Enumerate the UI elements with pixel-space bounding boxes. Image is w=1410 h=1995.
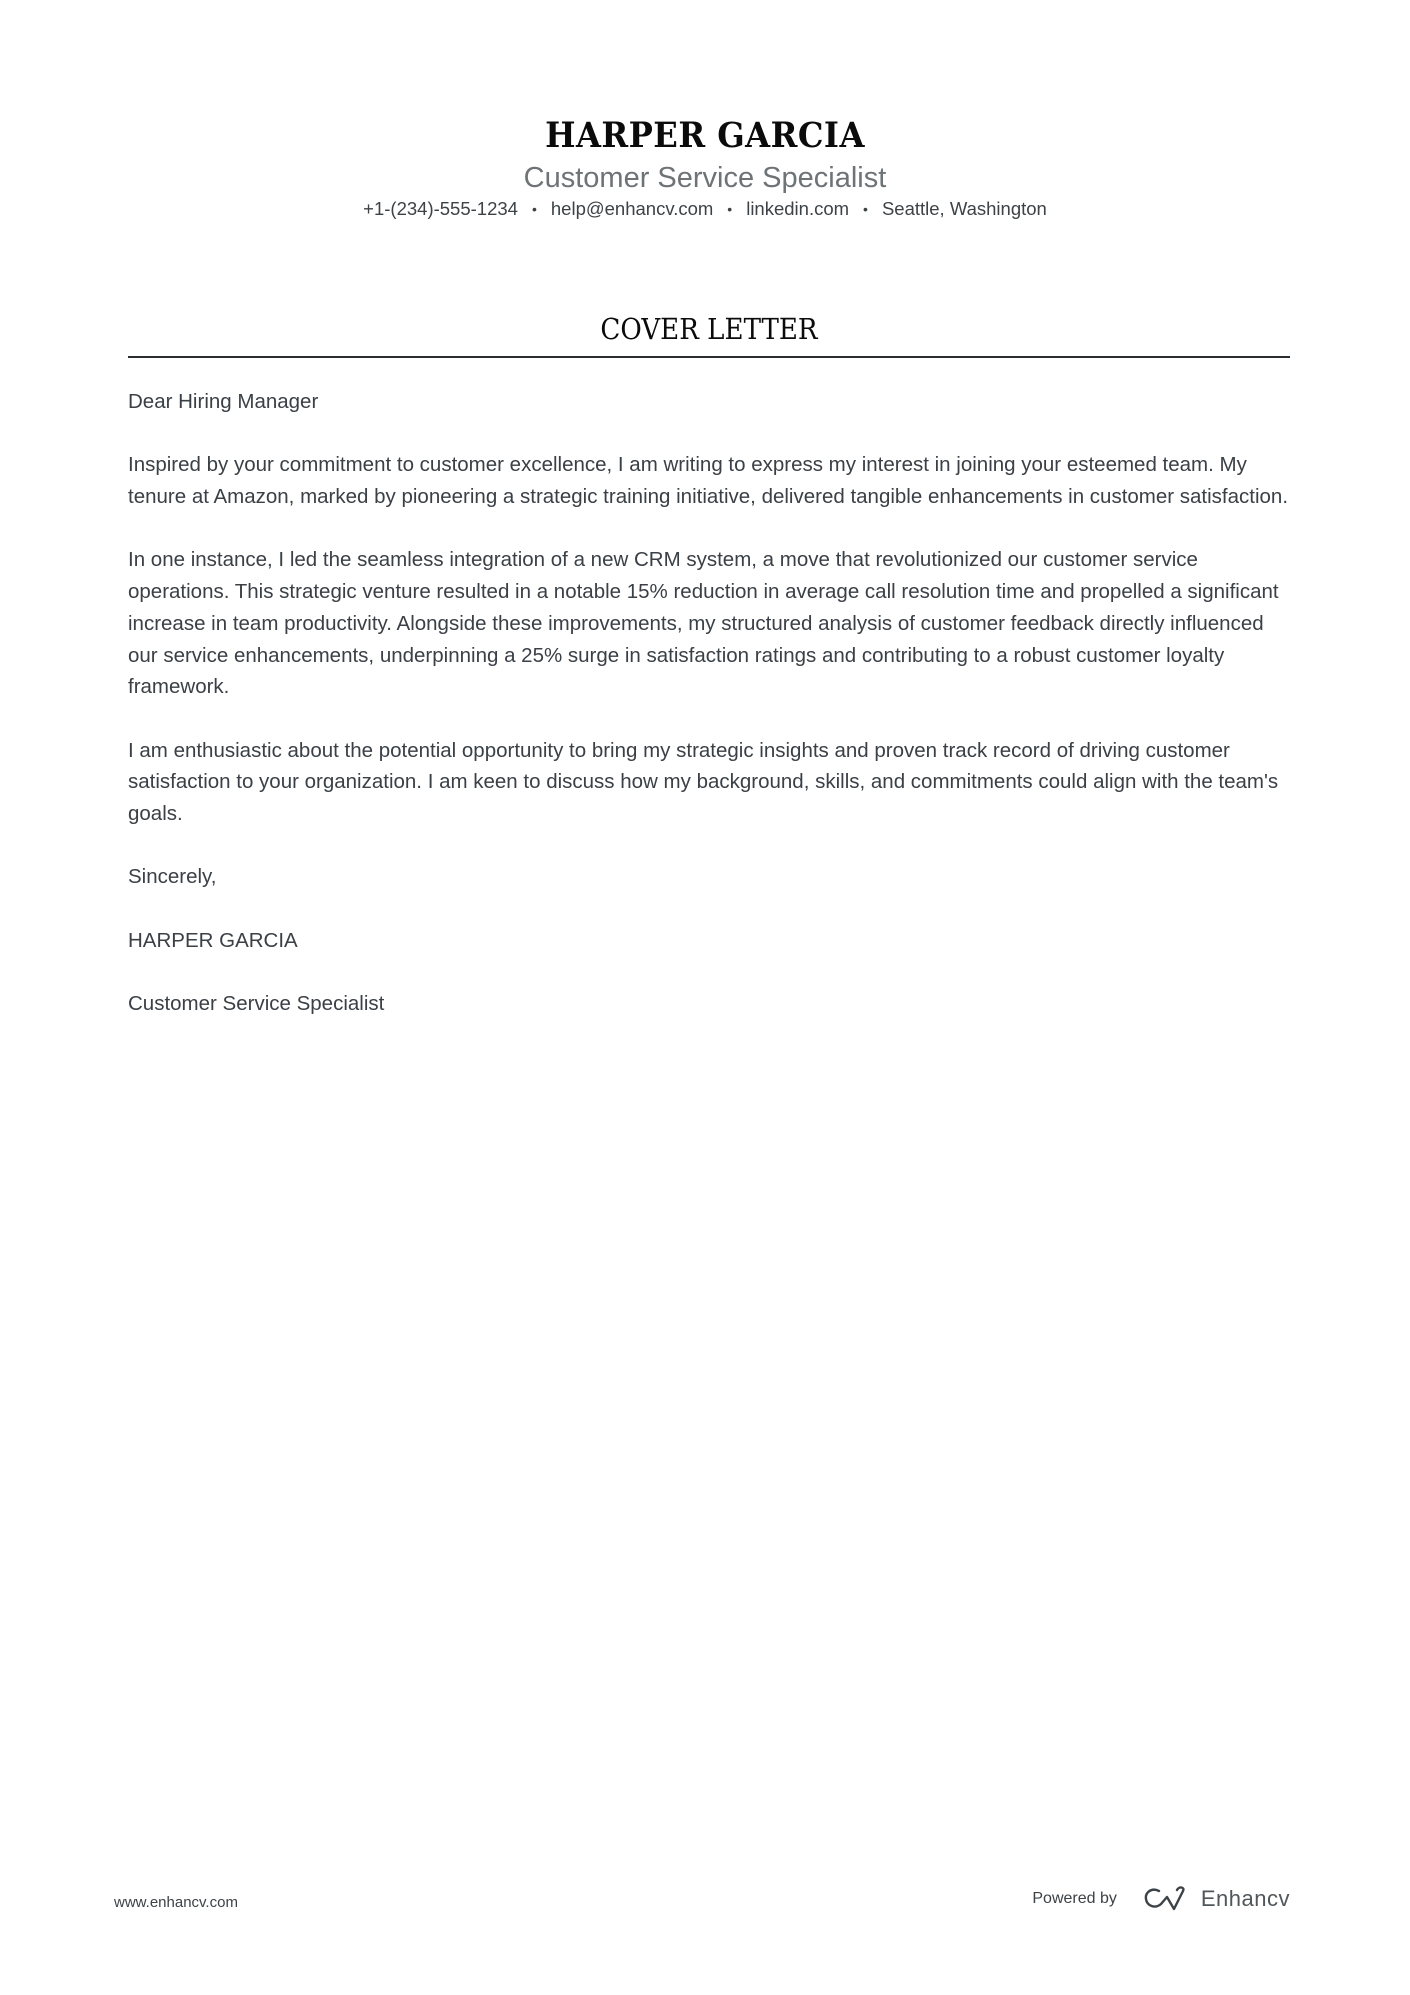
applicant-title: Customer Service Specialist — [523, 162, 887, 194]
powered-by-label: Powered by — [1032, 1890, 1117, 1907]
bullet-separator-icon: • — [863, 201, 868, 217]
footer-branding[interactable] — [1032, 1885, 1290, 1913]
letter-header — [0, 112, 1410, 223]
letter-paragraph: I am enthusiastic about the potential opportunity to bring my strategic insights and proven track record of driving customer satisfaction to your organization. I am keen to discuss how my background, skills, and commitments could align with the team's goals. — [128, 738, 1279, 826]
contact-linkedin[interactable]: linkedin.com — [746, 198, 850, 219]
bullet-separator-icon: • — [727, 201, 733, 217]
letter-body — [128, 386, 1290, 1052]
contact-info — [0, 196, 1410, 223]
signature-name: HARPER GARCIA — [128, 928, 298, 952]
contact-phone: +1-(234)-555-1234 — [363, 198, 518, 219]
contact-email[interactable]: help@enhancv.com — [550, 198, 714, 219]
section-title: COVER LETTER — [600, 312, 818, 346]
section-divider — [128, 356, 1290, 358]
footer-website[interactable]: www.enhancv.com — [114, 1894, 238, 1911]
bullet-separator-icon: • — [531, 201, 537, 217]
enhancv-logo-icon — [1143, 1885, 1189, 1913]
letter-paragraph: Inspired by your commitment to customer excellence, I am writing to express my interest in joining your esteemed team. My tenure at Amazon, marked by pioneering a strategic training initiative, delivered tangible enhancements in customer satisfaction. — [128, 453, 1289, 509]
applicant-name: HARPER GARCIA — [545, 115, 865, 156]
letter-greeting: Dear Hiring Manager — [128, 390, 319, 413]
letter-closing: Sincerely, — [128, 865, 217, 889]
letter-paragraph: In one instance, I led the seamless integration of a new CRM system, a move that revolutionized our customer service operations. This strategic venture resulted in a notable 15% reduction in average call resolution time and propelled a significant increase in team productivity. Alongside these improvements, my structured analysis of customer feedback directly influenced our service enhancements, underpinning a 25% surge in satisfaction ratings and contributing to a robust customer loyalty framework. — [128, 548, 1279, 699]
signature-title: Customer Service Specialist — [128, 992, 385, 1016]
contact-location: Seattle, Washington — [881, 198, 1047, 219]
brand-name: Enhancv — [1200, 1886, 1290, 1911]
